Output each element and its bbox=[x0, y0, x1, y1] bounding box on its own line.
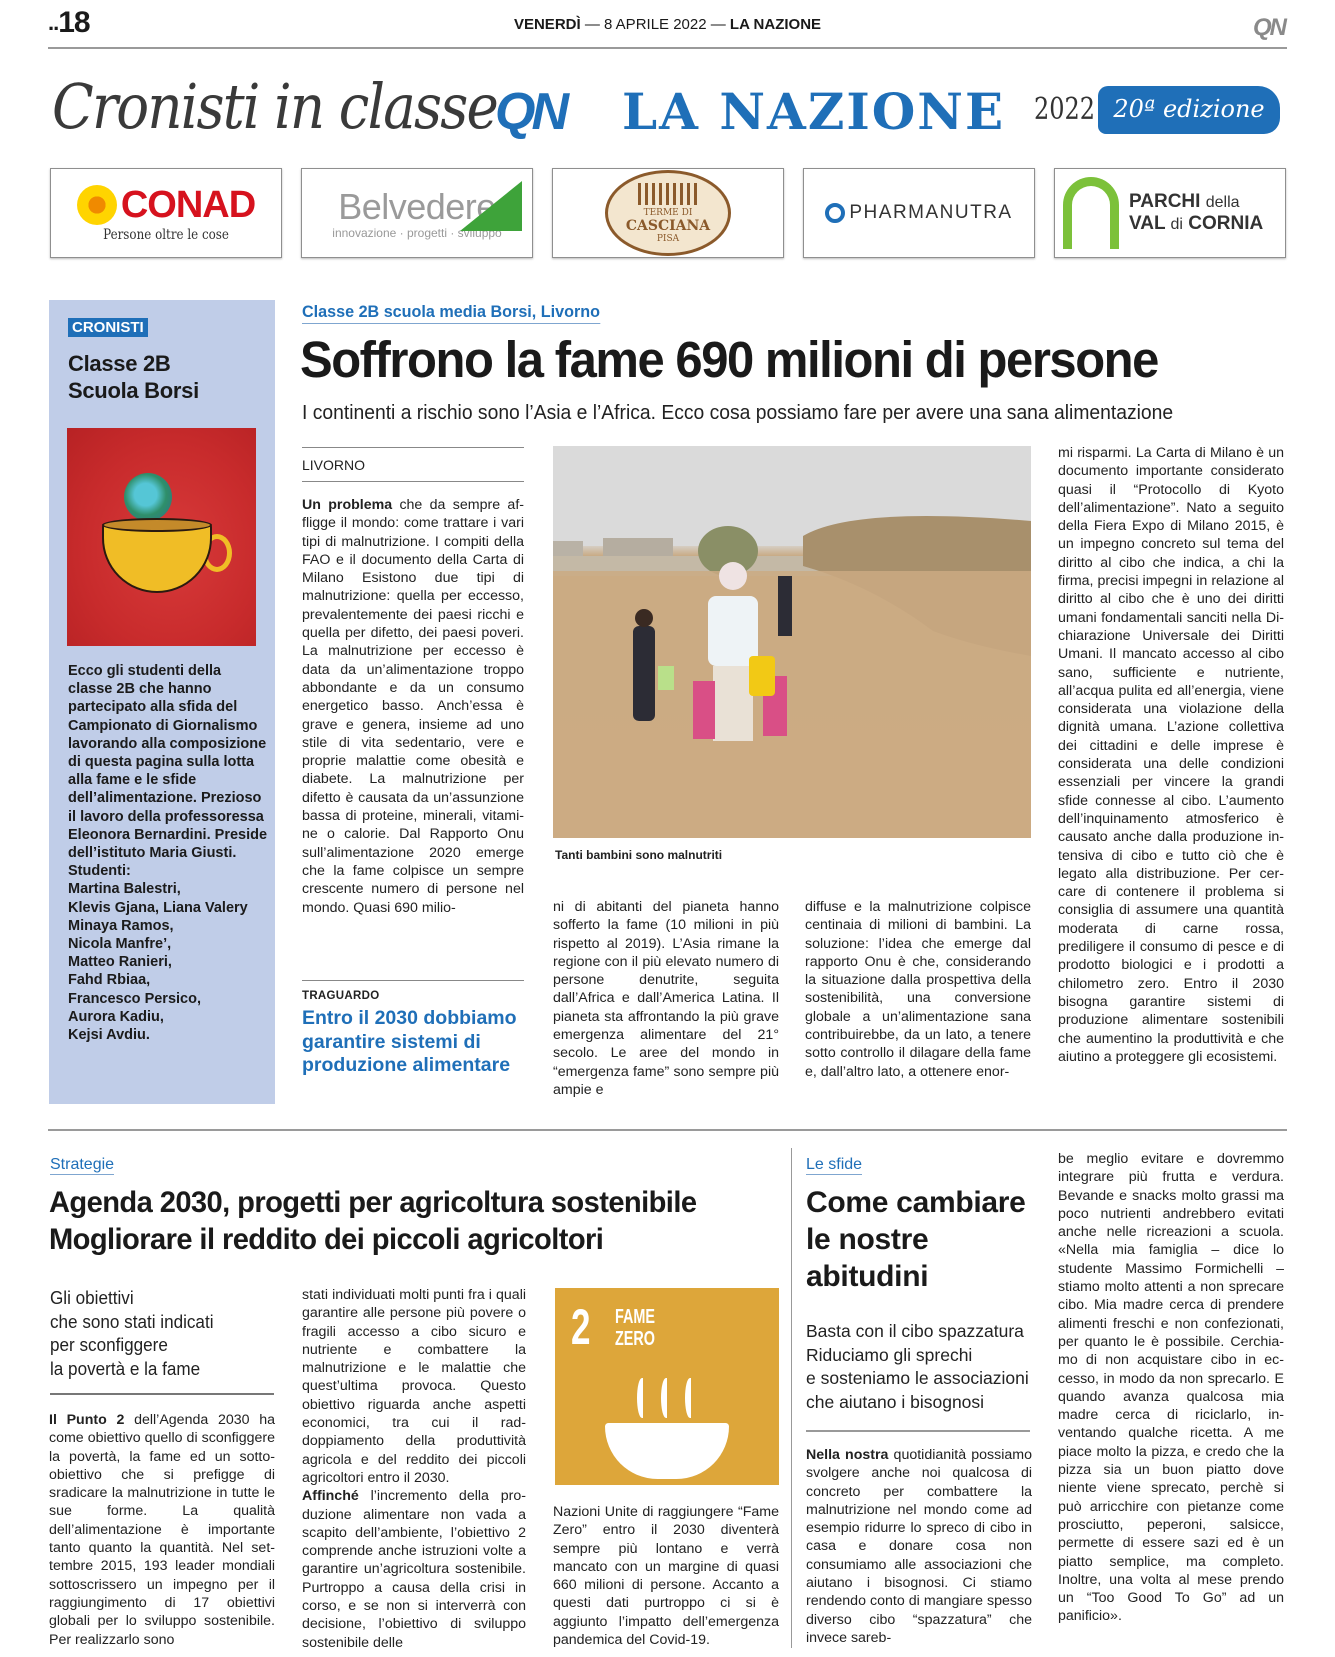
agenda-headline: Agenda 2030, progetti per agricoltura sostenibile Mogliorare il reddito dei piccoli agricoltori bbox=[49, 1186, 697, 1256]
main-headline: Soffrono la fame 690 milioni di persone bbox=[300, 331, 1158, 388]
habits-column-1: Nella nostra quotidianità possiamo svolgere anche noi qualcosa di concreto per combattere la malnutrizione nel mondo come ad esempio ridurre lo spreco di cibo in casa e donare cosa non consumiamo alle associazioni che aiutano i bisognosi. Ci stiamo rendendo conto di mangiare spesso diverso cibo “spazzatura” che invece sareb- bbox=[806, 1447, 1032, 1646]
sponsor-conad[interactable]: CONAD Persone oltre le cose bbox=[50, 168, 282, 258]
student-name: Klevis Gjana, Liana Valery bbox=[68, 899, 248, 916]
main-subhead: I continenti a rischio sono l’Asia e l’Africa. Ecco cosa possiamo fare per avere una sana alimentazione bbox=[302, 402, 1174, 424]
sidebar-text: Ecco gli studenti della classe 2B che hanno partecipato alla sfida del Campionato di Giornalismo lavorando alla composizione di questa pagina sulla lotta alla fame e le sfide dell’alimentazione. Prezioso il lavoro della professoressa Eleonora Bernardini. Preside dell’istituto Maria Giusti. Studenti: Martina Balestri, Klevis Gjana, Liana Valery Minaya Ramos, Nicola Manfre’, Matteo Ranieri, Fahd Rbiaa, Francesco Persico, Aurora Kadiu, Kejsi Avdiu. bbox=[68, 663, 268, 1044]
divider bbox=[806, 1430, 1030, 1432]
agenda-column-1: Il Punto 2 dell’Agenda 2030 ha come obiettivo quello di sconfiggere la povertà, la fame ed un sotto- obiettivo che si prefigge di sradicare la malnutrizione in tutte le sue forme. La qualità dell’alimentazione è importante tanto quanto la quantità. Nel settembre 2015, 193 leader mondiali sottoscrissero un impegno per il raggiungimento di 17 obiettivi globali per lo sviluppo sostenibile. Per realizzarlo sono bbox=[49, 1412, 275, 1648]
divider bbox=[50, 1393, 274, 1395]
steam-icon bbox=[637, 1378, 647, 1418]
photo-scene bbox=[553, 446, 1031, 838]
main-column-4: mi risparmi. La Carta di Milano è un documento importante considerato quasi il “Protocollo di Kyoto dell’alimentazione”. Nato a seguito della Fiera Expo di Milano 2015, è un impegno concreto sul tema del diritto al cibo che indica, a chi la firma, precisi impegni in relazione al diritto al cibo che è uno dei diritti umani fondamentali sanciti nella Dichiarazione Universale dei Diritti Umani. Il mancato accesso al cibo sano, sufficiente e nutriente, all’acqua pulita ed all’energia, viene considerata una violazione della dignità umana. L’azione collettiva dei cittadini e delle imprese è considerata una delle condizioni essenziali per vincere la grandi sfide connesse al cibo. L’aumento dell’inquinamento atmosferico è causato anche dalla produzione intensiva di cibo e tutto ciò che è legato alla distribuzione. Per cercare di contenere il problema si consiglia di assumere una quantità moderata di carne rossa, prediligere il consumo di pesce e di prodotto biologici e i prodotti a chilometro zero. Entro il 2030 bisogna garantire sistemi di produzione alimentare sostenibili che aumentino la produttività e che aiutino a proteggere gli ecosistemi. bbox=[1058, 445, 1284, 1065]
page-number: ..18 bbox=[48, 6, 90, 39]
section-title: Cronisti in classe bbox=[52, 70, 498, 143]
main-column-1: Un problema che da sempre affligge il mondo: come trattare i vari tipi di malnutrizione. I compiti della FAO e il documento della Carta di Milano Esistono due tipi di malnutrizione: quella per eccesso, prevalentemente dei paesi ricchi e quella per difetto, dei paesi poveri. La malnutrizione per eccesso è data da un’alimentazione troppo abbondante e da un consumo energetico basso. Anch’essa è grave e genera, insieme ad uno stile di vita sedentario, vere e proprie malattie come obesità e diabete. La malnutrizione per difetto è causata da un’assunzione bassa di proteine, minerali, vitamine o calorie. Dal Rapporto Onu sull’alimentazione 2020 emerge che la fame colpisce un sempre crescente numero di persone nel mondo. Quasi 690 milio- bbox=[302, 497, 524, 916]
student-name: Kejsi Avdiu. bbox=[68, 1027, 150, 1044]
divider bbox=[302, 481, 524, 482]
agenda-summary: Gli obiettivi che sono stati indicati per sconfiggere la povertà e la fame bbox=[50, 1288, 214, 1379]
qn-logo: QN bbox=[495, 83, 565, 141]
dateline-date: — 8 APRILE 2022 — bbox=[584, 16, 726, 33]
edition-year: 2022 bbox=[1034, 92, 1096, 127]
dateline bbox=[0, 16, 1335, 33]
sponsor-terme-casciana[interactable] bbox=[552, 168, 784, 258]
agenda-column-2: stati individuati molti punti fra i quali garantire alle persone più povere o fragili accesso a cibo sicuro e nutriente e combattere la malnutrizione e le malattie che quest’ultima provoca. Questo obiettivo riguarda anche aspetti economici, tra cui il raddoppiamento della produttività agricola e del reddito dei piccoli agricoltori entro il 2030. Affinché l’incremento della produzione alimentare non vada a scapito dell’ambiente, l’obiettivo 2 comprende anche istruzioni volte a garantire un’agricoltura sostenibile. Purtroppo a causa della crisi in corso, e se non si interverrà con decisione, l’obiettivo di sviluppo sostenibile delle bbox=[302, 1287, 526, 1651]
photo-caption: Tanti bambini sono malnutriti bbox=[555, 848, 723, 862]
habits-headline: Come cambiare le nostre abitudini bbox=[806, 1186, 1026, 1293]
student-name: Nicola Manfre’, bbox=[68, 936, 172, 953]
box-kicker: TRAGUARDO bbox=[302, 990, 380, 1002]
student-name: Martina Balestri, bbox=[68, 881, 181, 898]
box-title: Entro il 2030 dobbiamo garantire sistemi di produzione alimentare bbox=[302, 1007, 517, 1076]
bowl-icon bbox=[605, 1423, 729, 1479]
sponsor-pharmanutra[interactable]: PHARMANUTRA bbox=[803, 168, 1035, 258]
student-name: Matteo Ranieri, bbox=[68, 954, 172, 971]
student-name: Minaya Ramos, bbox=[68, 917, 174, 934]
sponsor-parchi-val-di-cornia[interactable]: PARCHI della VAL di CORNIA bbox=[1054, 168, 1286, 258]
qn-logo-small: QN bbox=[1253, 14, 1285, 41]
header-divider bbox=[48, 47, 1287, 49]
dateline-day: VENERDÌ bbox=[513, 16, 581, 33]
triangle-logo-icon bbox=[460, 181, 522, 231]
divider bbox=[302, 447, 524, 448]
steam-icon bbox=[685, 1378, 695, 1418]
agenda-kicker: Strategie bbox=[50, 1156, 115, 1173]
cup-icon bbox=[102, 523, 212, 593]
sidebar-illustration bbox=[67, 428, 256, 646]
building-icon bbox=[638, 183, 698, 205]
sidebar-tag: CRONISTI bbox=[68, 318, 148, 337]
student-name: Fahd Rbiaa, bbox=[68, 972, 151, 989]
edition-badge: 20ª edizione bbox=[1098, 86, 1280, 134]
habits-summary: Basta con il cibo spazzatura Riduciamo gli sprechi e sosteniamo le associazioni che aiutano i bisognosi bbox=[806, 1321, 1029, 1412]
student-name: Francesco Persico, bbox=[68, 990, 201, 1007]
dateline-paper: LA NAZIONE bbox=[729, 16, 822, 33]
article-photo bbox=[553, 446, 1031, 838]
habits-kicker: Le sfide bbox=[806, 1156, 863, 1173]
section-divider bbox=[48, 1129, 1287, 1131]
divider bbox=[302, 980, 524, 981]
student-name: Aurora Kadiu, bbox=[68, 1008, 164, 1025]
agenda-column-3: Nazioni Unite di raggiungere “Fame Zero” entro il 2030 diventerà sempre più lontano e verrà mancato con un margine di quasi 660 milioni di persone. Accanto a questi dati purtroppo ci si è aggiunto l’impatto dell’emergenza pandemica del Covid-19. bbox=[553, 1504, 779, 1649]
pharmanutra-logo-icon bbox=[825, 203, 845, 223]
habits-column-2: be meglio evitare e dovremmo integrare più frutta e verdura. Bevande e snacks molto grassi ma poco nutrienti andrebbero evitati anche nelle ricreazioni a scuola. «Nella mia famiglia – dice lo studente Massimo Formichelli – stiamo molto attenti a non sprecare cibo. Mia madre cerca di prendere alimenti freschi e non confezionati, per quanto le è possibile. Cerchiamo di non acquistare cibo in eccesso, in modo da non sprecarlo. E quando avanza qualcosa mia madre cerca di riciclarlo, inventando qualche ricetta. A me piace molto la pizza, e credo che la pizza sia un buon piatto dove niente viene sprecato, perchè si può arricchire con pietanze come prosciutto, peperoni, salsicce, permette di essere sazi ed è un piatto semplice, ma completo. Inoltre, una volta al mese prendo un “Too Good To Go” ad un panificio». bbox=[1058, 1151, 1284, 1625]
arch-logo-icon bbox=[1063, 177, 1119, 249]
main-kicker: Classe 2B scuola media Borsi, Livorno bbox=[302, 302, 600, 324]
sidebar-title: Classe 2B Scuola Borsi bbox=[68, 351, 199, 403]
column-divider bbox=[791, 1148, 792, 1648]
main-column-3: diffuse e la malnutrizione colpisce centinaia di milioni di bambini. La soluzione: l’idea che emerge dal rapporto Onu è che, considerando la situazione dalla prospettiva della sostenibilità, una conversione globale a un’alimentazione sana contribuirebbe, da un lato, a tenere sotto controllo il dilagare della fame e, dall’altro lato, a ottenere enor- bbox=[805, 899, 1031, 1080]
sponsor-belvedere[interactable]: Belvedere innovazione · progetti · sviluppo bbox=[301, 168, 533, 258]
sdg-goal-2-tile: 2 FAME ZERO bbox=[555, 1288, 779, 1485]
globe-icon bbox=[124, 473, 172, 521]
terme-seal: TERME DI CASCIANA PISA bbox=[605, 170, 731, 256]
main-column-2: ni di abitanti del pianeta hanno sofferto la fame (10 milioni in più rispetto al 2019). L’Asia rimane la regione con il più elevato numero di persone denutrite, seguita dall’Africa e dall’America Latina. Il pianeta sta affrontando la più grave emergenza alimentare del 21° secolo. Le aree del mondo in “emergenza fame” sono sempre più ampie e bbox=[553, 899, 779, 1098]
article-location: LIVORNO bbox=[302, 457, 366, 473]
cup-rim bbox=[102, 518, 212, 532]
sponsor-strip bbox=[50, 168, 1286, 258]
newspaper-logo: LA NAZIONE bbox=[622, 82, 1006, 141]
steam-icon bbox=[661, 1378, 671, 1418]
flower-icon bbox=[77, 185, 117, 225]
